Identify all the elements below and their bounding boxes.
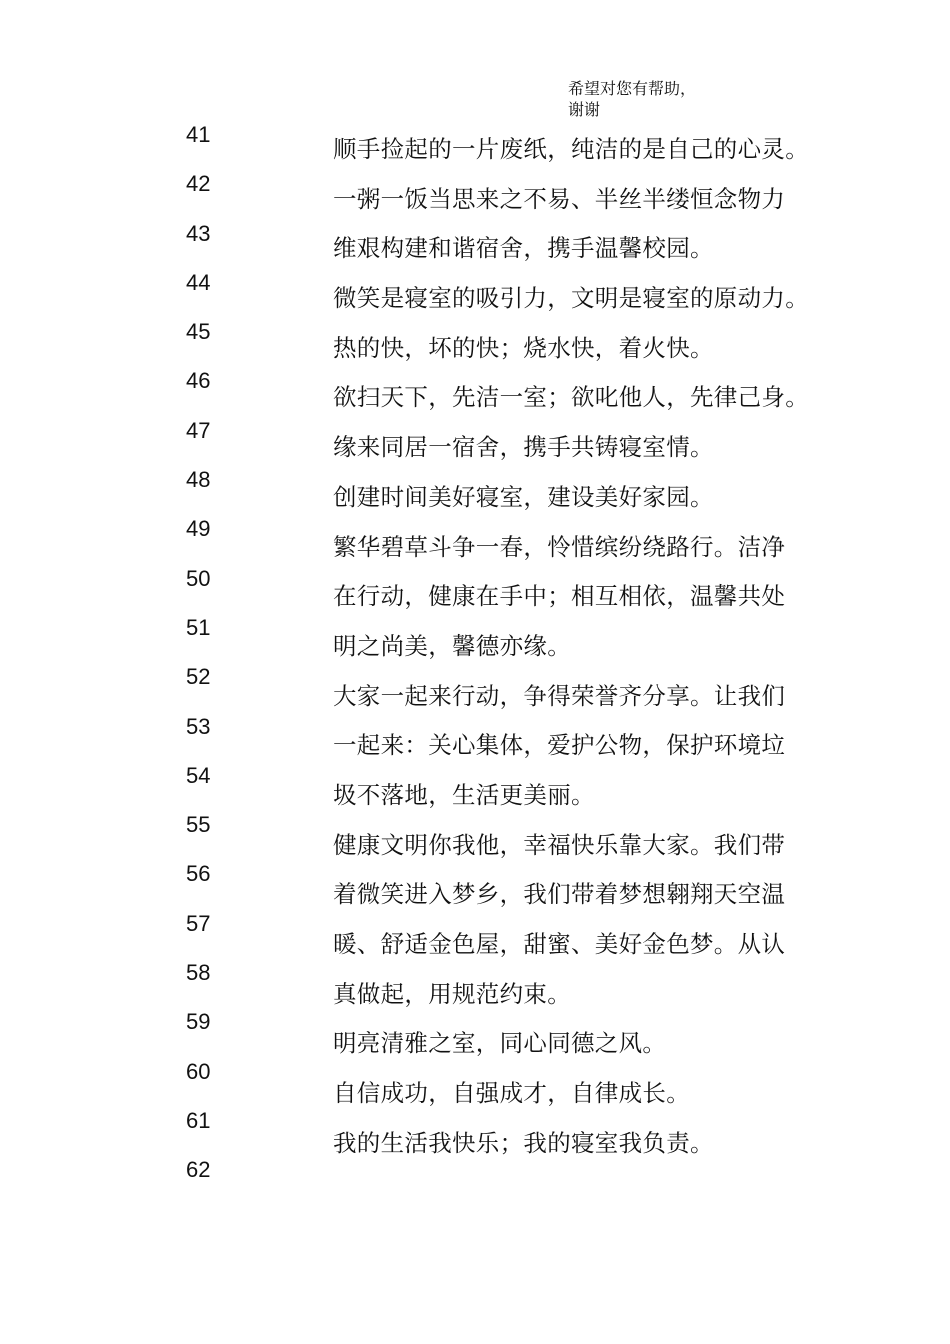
line-number: 42 [186, 171, 211, 197]
line-number: 51 [186, 614, 211, 640]
line-number: 46 [186, 368, 211, 394]
text-line: 创建时间美好寝室，建设美好家园。 [333, 482, 714, 511]
text-line: 微笑是寝室的吸引力，文明是寝室的原动力。 [333, 284, 809, 313]
text-line: 缘来同居一宿舍，携手共铸寝室情。 [333, 433, 714, 462]
header-note-line-1: 希望对您有帮助， [568, 79, 697, 98]
text-line: 着微笑进入梦乡，我们带着梦想翱翔天空温 [333, 880, 786, 909]
text-line: 自信成功，自强成才，自律成长。 [333, 1079, 690, 1108]
document-body [333, 131, 933, 1174]
text-line: 热的快，坏的快；烧水快，着火快。 [333, 333, 714, 362]
text-line: 繁华碧草斗争一春，怜惜缤纷绕路行。洁净 [333, 532, 786, 561]
line-number: 61 [186, 1107, 211, 1133]
line-number: 45 [186, 319, 211, 345]
line-number: 58 [186, 960, 211, 986]
line-number: 55 [186, 812, 211, 838]
text-line: 维艰构建和谐宿舍，携手温馨校园。 [333, 234, 714, 263]
text-line: 暖、舒适金色屋，甜蜜、美好金色梦。从认 [333, 930, 786, 958]
header-note-line-2: 谢谢 [568, 100, 601, 119]
header-note [568, 78, 696, 120]
text-line: 我的生活我快乐；我的寝室我负责。 [333, 1128, 714, 1157]
line-number: 44 [186, 269, 211, 295]
line-number: 47 [186, 417, 211, 443]
line-number: 59 [186, 1009, 211, 1035]
line-number-column [186, 121, 246, 1206]
line-number: 62 [186, 1157, 211, 1183]
text-line: 一粥一饭当思来之不易、半丝半缕恒念物力 [333, 184, 786, 213]
text-line: 健康文明你我他，幸福快乐靠大家。我们带 [333, 830, 786, 859]
line-number: 48 [186, 467, 211, 493]
line-number: 56 [186, 861, 211, 887]
line-number: 53 [186, 713, 211, 739]
text-line: 欲扫天下，先洁一室；欲叱他人，先律己身。 [333, 383, 809, 412]
line-number: 60 [186, 1058, 211, 1084]
line-number: 43 [186, 220, 211, 246]
line-number: 54 [186, 762, 211, 788]
text-line: 圾不落地，生活更美丽。 [333, 780, 595, 809]
line-number: 50 [186, 565, 211, 591]
line-number: 52 [186, 664, 211, 690]
text-line: 顺手捡起的一片废纸，纯洁的是自己的心灵。 [333, 135, 809, 163]
text-line: 大家一起来行动，争得荣誉齐分享。让我们 [333, 681, 786, 710]
text-line: 明亮清雅之室，同心同德之风。 [333, 1029, 667, 1058]
text-line: 明之尚美，馨德亦缘。 [333, 631, 571, 660]
text-line: 真做起，用规范约束。 [333, 979, 571, 1008]
line-number: 57 [186, 910, 211, 936]
line-number: 49 [186, 516, 211, 542]
text-line: 一起来：关心集体，爱护公物，保护环境垃 [333, 731, 786, 760]
text-line: 在行动，健康在手中；相互相依，温馨共处 [333, 582, 786, 611]
line-number: 41 [186, 122, 211, 147]
